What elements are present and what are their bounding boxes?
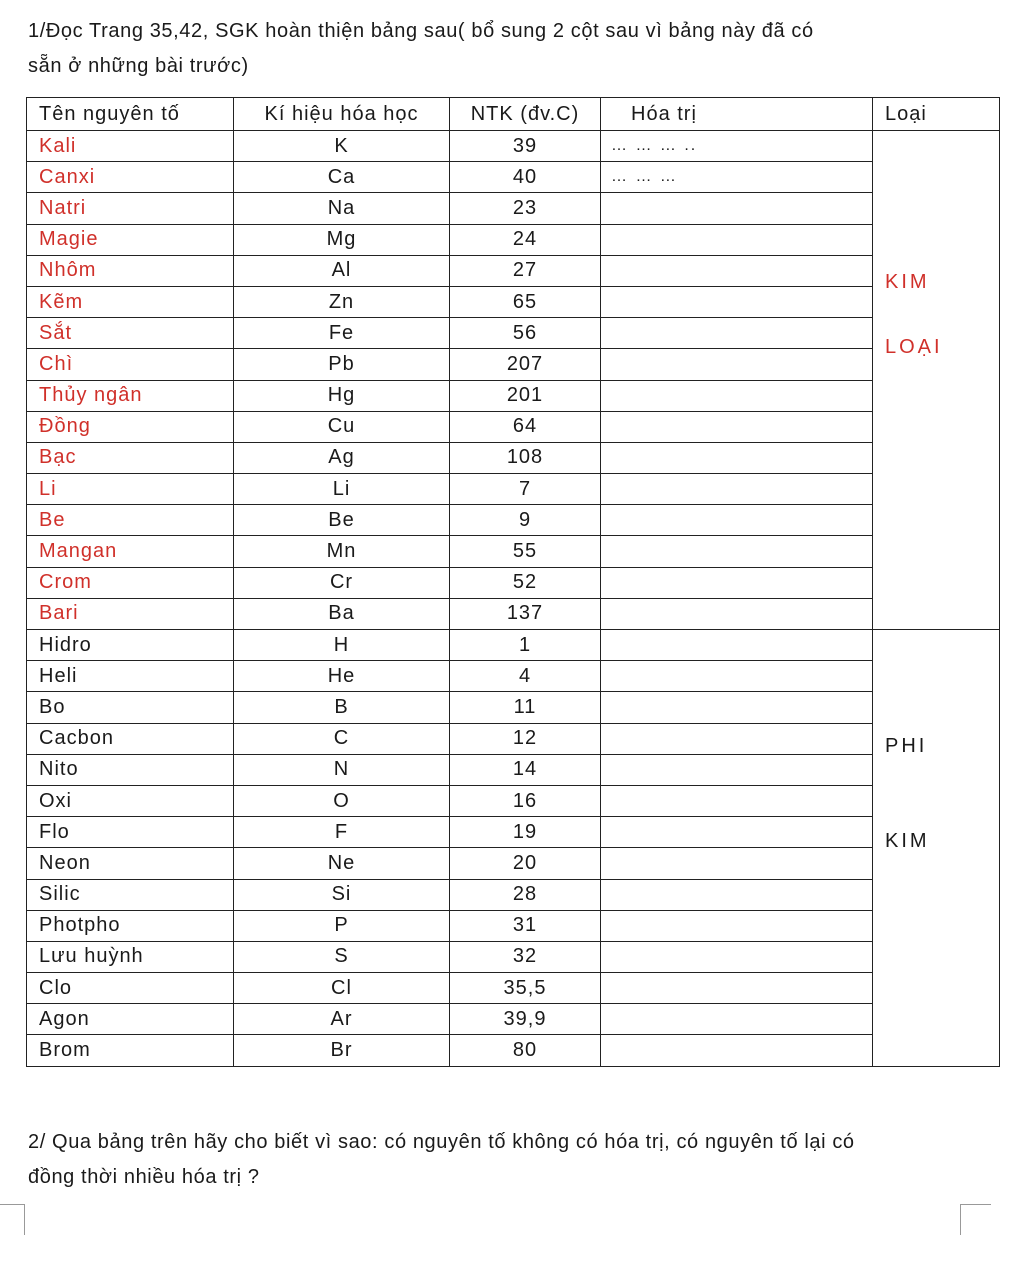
element-name-cell: Nhôm [27, 255, 234, 286]
valence-cell [601, 224, 873, 255]
table-row [27, 817, 1000, 848]
valence-cell [601, 380, 873, 411]
atomic-mass-cell: 39,9 [450, 1004, 601, 1035]
valence-cell [601, 255, 873, 286]
valence-cell [601, 1004, 873, 1035]
atomic-mass-cell: 24 [450, 224, 601, 255]
table-row [27, 224, 1000, 255]
type-label: KIM [885, 271, 930, 293]
valence-cell [601, 505, 873, 536]
element-name-cell: Heli [27, 661, 234, 692]
atomic-mass-cell: 65 [450, 286, 601, 317]
symbol-cell: He [234, 661, 450, 692]
table-row [27, 411, 1000, 442]
valence-cell [601, 785, 873, 816]
valence-cell [601, 754, 873, 785]
atomic-mass-cell: 55 [450, 536, 601, 567]
atomic-mass-cell: 201 [450, 380, 601, 411]
symbol-cell: S [234, 941, 450, 972]
page-corner-mark-left [0, 1204, 25, 1235]
atomic-mass-cell: 56 [450, 318, 601, 349]
symbol-cell: Ar [234, 1004, 450, 1035]
element-name-cell: Cacbon [27, 723, 234, 754]
element-name-cell: Oxi [27, 785, 234, 816]
symbol-cell: Fe [234, 318, 450, 349]
table-row [27, 692, 1000, 723]
atomic-mass-cell: 16 [450, 785, 601, 816]
element-name-cell: Be [27, 505, 234, 536]
symbol-cell: Cu [234, 411, 450, 442]
atomic-mass-cell: 1 [450, 630, 601, 661]
valence-cell [601, 442, 873, 473]
table-row [27, 162, 1000, 193]
valence-cell [601, 598, 873, 629]
symbol-cell: C [234, 723, 450, 754]
atomic-mass-cell: 39 [450, 131, 601, 162]
valence-cell [601, 411, 873, 442]
table-row [27, 848, 1000, 879]
table-row [27, 723, 1000, 754]
table-row [27, 941, 1000, 972]
atomic-mass-cell: 11 [450, 692, 601, 723]
element-name-cell: Bo [27, 692, 234, 723]
table-row [27, 754, 1000, 785]
symbol-cell: Hg [234, 380, 450, 411]
atomic-mass-cell: 31 [450, 910, 601, 941]
table-row [27, 318, 1000, 349]
intro-line-1: 1/Đọc Trang 35,42, SGK hoàn thiện bảng sau( bổ sung 2 cột sau vì bảng này đã có [28, 20, 814, 42]
table-row [27, 598, 1000, 629]
element-table [26, 97, 1000, 1067]
symbol-cell: P [234, 910, 450, 941]
valence-cell [601, 817, 873, 848]
symbol-cell: Si [234, 879, 450, 910]
atomic-mass-cell: 4 [450, 661, 601, 692]
symbol-cell: F [234, 817, 450, 848]
atomic-mass-cell: 137 [450, 598, 601, 629]
table-row [27, 785, 1000, 816]
symbol-cell: Pb [234, 349, 450, 380]
valence-cell [601, 848, 873, 879]
table-row [27, 536, 1000, 567]
element-name-cell: Natri [27, 193, 234, 224]
symbol-cell: Na [234, 193, 450, 224]
symbol-cell: Mg [234, 224, 450, 255]
header-symbol: Kí hiệu hóa học [234, 98, 450, 131]
valence-cell: … … … .. [601, 131, 873, 162]
outro-line-1: 2/ Qua bảng trên hãy cho biết vì sao: có nguyên tố không có hóa trị, có nguyên tố lại có [28, 1131, 855, 1153]
symbol-cell: Mn [234, 536, 450, 567]
symbol-cell: Ba [234, 598, 450, 629]
valence-cell [601, 692, 873, 723]
symbol-cell: Br [234, 1035, 450, 1066]
table-row [27, 442, 1000, 473]
element-name-cell: Sắt [27, 318, 234, 349]
atomic-mass-cell: 7 [450, 474, 601, 505]
outro-line-2: đồng thời nhiều hóa trị ? [28, 1166, 260, 1188]
element-name-cell: Li [27, 474, 234, 505]
symbol-cell: H [234, 630, 450, 661]
atomic-mass-cell: 35,5 [450, 973, 601, 1004]
symbol-cell: B [234, 692, 450, 723]
type-label: LOẠI [885, 336, 943, 358]
element-name-cell: Kẽm [27, 286, 234, 317]
element-name-cell: Kali [27, 131, 234, 162]
atomic-mass-cell: 28 [450, 879, 601, 910]
table-row [27, 349, 1000, 380]
valence-cell [601, 318, 873, 349]
valence-cell [601, 661, 873, 692]
symbol-cell: Cr [234, 567, 450, 598]
symbol-cell: Be [234, 505, 450, 536]
atomic-mass-cell: 207 [450, 349, 601, 380]
header-element-name: Tên nguyên tố [27, 98, 234, 131]
symbol-cell: Cl [234, 973, 450, 1004]
header-atomic-mass: NTK (đv.C) [450, 98, 601, 131]
type-label: PHI [885, 735, 928, 757]
table-row [27, 973, 1000, 1004]
symbol-cell: N [234, 754, 450, 785]
table-row [27, 286, 1000, 317]
valence-cell [601, 349, 873, 380]
header-valence: Hóa trị [601, 98, 873, 131]
symbol-cell: Li [234, 474, 450, 505]
intro-question [28, 14, 988, 84]
atomic-mass-cell: 52 [450, 567, 601, 598]
valence-cell [601, 567, 873, 598]
valence-cell [601, 630, 873, 661]
atomic-mass-cell: 108 [450, 442, 601, 473]
symbol-cell: Ca [234, 162, 450, 193]
symbol-cell: Al [234, 255, 450, 286]
atomic-mass-cell: 23 [450, 193, 601, 224]
symbol-cell: Ag [234, 442, 450, 473]
table-row [27, 1035, 1000, 1066]
element-name-cell: Magie [27, 224, 234, 255]
valence-cell [601, 536, 873, 567]
element-name-cell: Photpho [27, 910, 234, 941]
valence-cell [601, 474, 873, 505]
table-row [27, 131, 1000, 162]
table-row [27, 661, 1000, 692]
symbol-cell: O [234, 785, 450, 816]
atomic-mass-cell: 19 [450, 817, 601, 848]
element-name-cell: Flo [27, 817, 234, 848]
valence-cell [601, 1035, 873, 1066]
atomic-mass-cell: 14 [450, 754, 601, 785]
element-name-cell: Chì [27, 349, 234, 380]
element-name-cell: Silic [27, 879, 234, 910]
atomic-mass-cell: 12 [450, 723, 601, 754]
valence-cell [601, 973, 873, 1004]
element-name-cell: Brom [27, 1035, 234, 1066]
intro-line-2: sẵn ở những bài trước) [28, 55, 249, 77]
element-name-cell: Agon [27, 1004, 234, 1035]
valence-cell [601, 910, 873, 941]
table-row [27, 380, 1000, 411]
element-name-cell: Bari [27, 598, 234, 629]
atomic-mass-cell: 40 [450, 162, 601, 193]
table-row [27, 255, 1000, 286]
page-corner-mark-right [960, 1204, 991, 1235]
symbol-cell: Zn [234, 286, 450, 317]
valence-cell [601, 286, 873, 317]
symbol-cell: K [234, 131, 450, 162]
table-row [27, 505, 1000, 536]
atomic-mass-cell: 9 [450, 505, 601, 536]
atomic-mass-cell: 32 [450, 941, 601, 972]
type-label: KIM [885, 830, 930, 852]
element-name-cell: Mangan [27, 536, 234, 567]
table-row [27, 474, 1000, 505]
element-name-cell: Hidro [27, 630, 234, 661]
symbol-cell: Ne [234, 848, 450, 879]
followup-question [28, 1125, 1018, 1195]
valence-cell [601, 193, 873, 224]
atomic-mass-cell: 27 [450, 255, 601, 286]
atomic-mass-cell: 80 [450, 1035, 601, 1066]
table-row [27, 879, 1000, 910]
header-type: Loại [873, 98, 1000, 131]
element-name-cell: Canxi [27, 162, 234, 193]
element-name-cell: Crom [27, 567, 234, 598]
atomic-mass-cell: 64 [450, 411, 601, 442]
element-name-cell: Thủy ngân [27, 380, 234, 411]
element-name-cell: Đồng [27, 411, 234, 442]
table-row [27, 910, 1000, 941]
element-name-cell: Lưu huỳnh [27, 941, 234, 972]
type-cell-nonmetal [873, 630, 1000, 1067]
element-name-cell: Nito [27, 754, 234, 785]
element-name-cell: Clo [27, 973, 234, 1004]
valence-cell: … … … [601, 162, 873, 193]
table-row [27, 1004, 1000, 1035]
table-row [27, 567, 1000, 598]
table-header-row [27, 98, 1000, 131]
type-cell-metal [873, 131, 1000, 630]
element-name-cell: Neon [27, 848, 234, 879]
valence-cell [601, 941, 873, 972]
atomic-mass-cell: 20 [450, 848, 601, 879]
element-name-cell: Bạc [27, 442, 234, 473]
table-row [27, 630, 1000, 661]
valence-cell [601, 723, 873, 754]
table-row [27, 193, 1000, 224]
valence-cell [601, 879, 873, 910]
